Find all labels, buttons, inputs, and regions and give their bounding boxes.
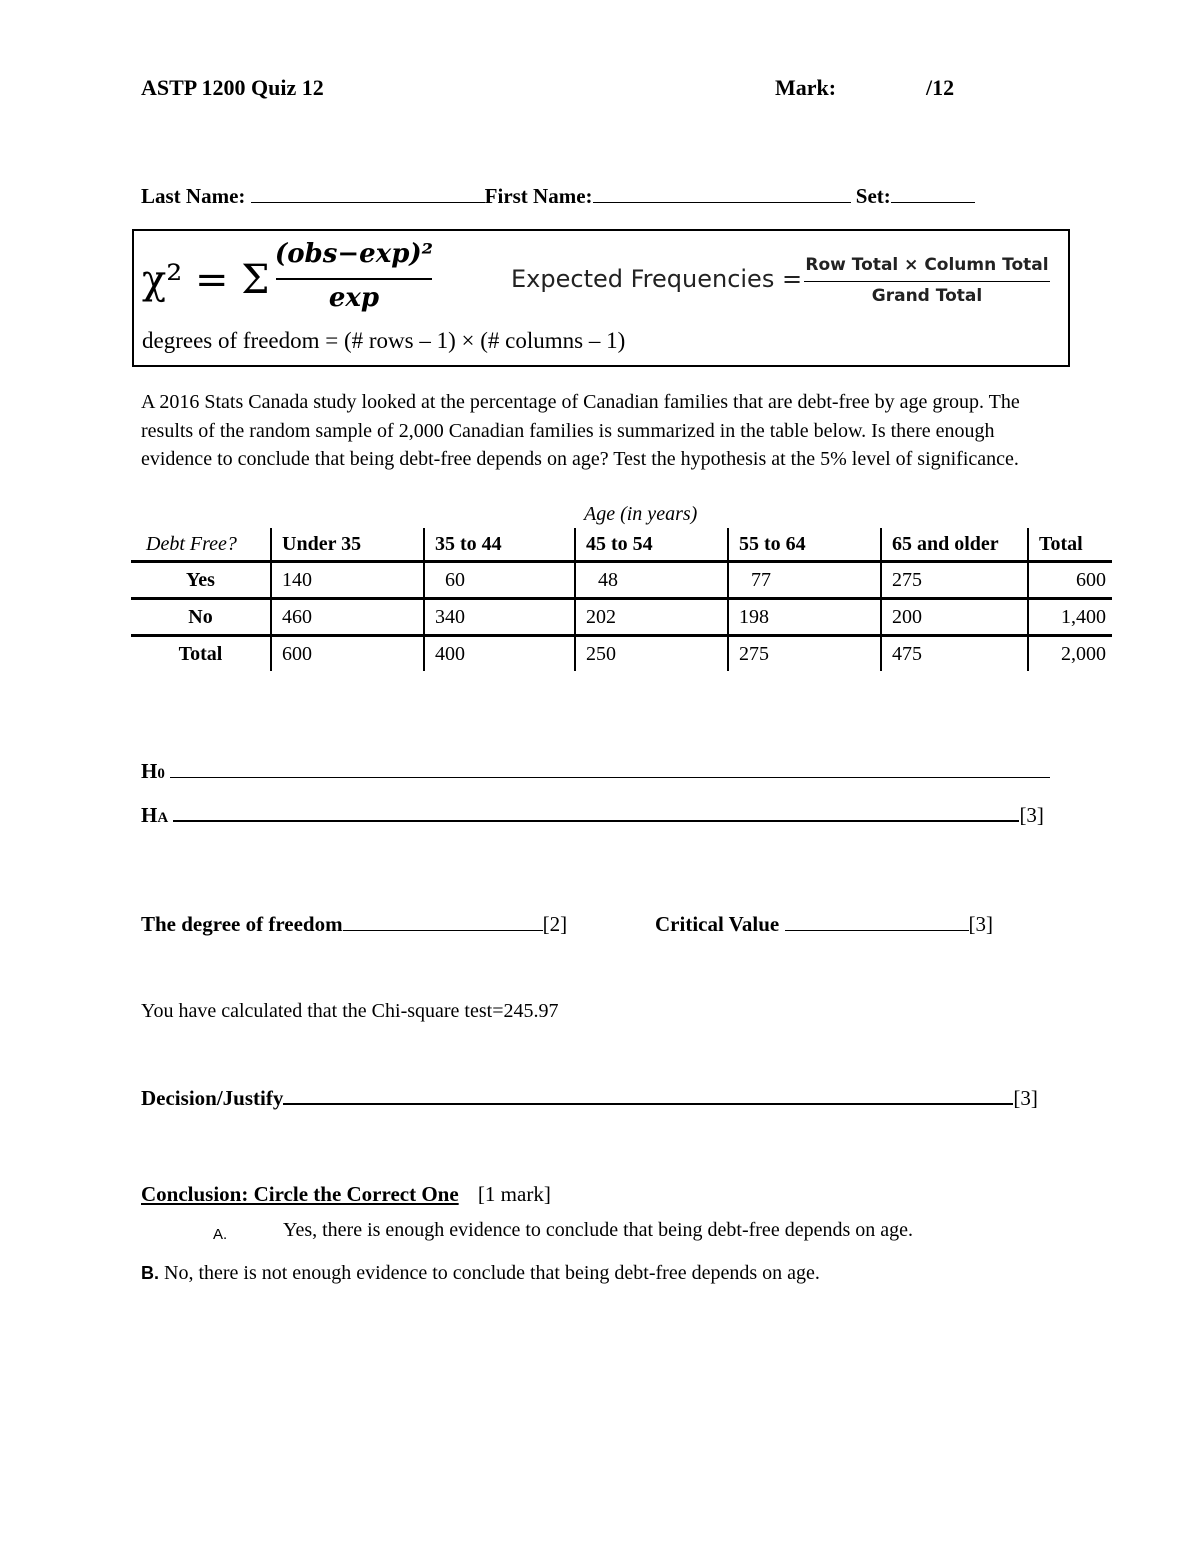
table-cell: 340 — [424, 599, 575, 636]
table-cell: 275 — [728, 636, 881, 672]
dof-label: The degree of freedom — [141, 912, 343, 936]
table-cell: 275 — [881, 562, 1028, 599]
mark-total: /12 — [926, 75, 955, 100]
conclusion-marks: [1 mark] — [477, 1182, 551, 1206]
option-a-text: Yes, there is enough evidence to conclude that being debt-free depends on age. — [283, 1219, 913, 1241]
column-header: Total — [1028, 528, 1112, 562]
table-cell: 202 — [575, 599, 728, 636]
quiz-title: ASTP 1200 Quiz 12 — [141, 75, 324, 100]
table-cell: 600 — [1028, 562, 1112, 599]
table-cell: 2,000 — [1028, 636, 1112, 672]
ha-label: H — [141, 803, 158, 827]
table-cell: 400 — [424, 636, 575, 672]
table-cell: 140 — [271, 562, 424, 599]
decision-line — [141, 1086, 1038, 1111]
column-header: 35 to 44 — [424, 528, 575, 562]
first-name-label: First Name: — [484, 184, 593, 208]
table-cell: 198 — [728, 599, 881, 636]
last-name-field[interactable] — [251, 202, 485, 203]
name-line — [141, 184, 975, 209]
table-cell: 48 — [575, 562, 728, 599]
mark-label: Mark: — [775, 75, 837, 100]
h0-line — [141, 759, 1050, 784]
dof-formula: degrees of freedom = (# rows – 1) × (# columns – 1) — [142, 328, 626, 353]
critical-answer-field[interactable] — [785, 930, 969, 931]
formula-box — [132, 229, 1070, 367]
conclusion-heading: Conclusion: Circle the Correct One — [141, 1182, 459, 1206]
expected-denominator: Grand Total — [871, 286, 983, 306]
table-cell: 475 — [881, 636, 1028, 672]
critical-marks: [3] — [968, 912, 993, 936]
critical-line — [655, 912, 993, 937]
h0-subscript: 0 — [157, 766, 165, 782]
first-name-field[interactable] — [593, 202, 851, 203]
chi-square-lhs: χ² = Σ — [142, 257, 270, 303]
table-cell: 200 — [881, 599, 1028, 636]
decision-answer-field[interactable] — [283, 1103, 1013, 1105]
row-label: No — [131, 599, 271, 636]
set-label: Set: — [855, 184, 891, 208]
ha-answer-field[interactable] — [173, 820, 1019, 822]
table-cell: 77 — [728, 562, 881, 599]
ha-marks: [3] — [1019, 803, 1044, 827]
ha-subscript: A — [157, 810, 169, 826]
expected-numerator: Row Total × Column Total — [805, 255, 1049, 275]
chi-fraction-bar — [276, 278, 432, 280]
dof-answer-field[interactable] — [343, 930, 543, 931]
table-cell: 600 — [271, 636, 424, 672]
option-a[interactable] — [213, 1219, 913, 1245]
conclusion-header — [141, 1182, 551, 1207]
expected-fraction-bar — [804, 281, 1050, 282]
column-header: Under 35 — [271, 528, 424, 562]
chi-result: You have calculated that the Chi-square test=245.97 — [141, 1000, 559, 1022]
dof-line — [141, 912, 567, 937]
set-field[interactable] — [891, 202, 975, 203]
contingency-table — [131, 528, 1112, 671]
table-header-row — [131, 528, 1112, 562]
table-caption: Age (in years) — [584, 503, 698, 525]
table-cell: 250 — [575, 636, 728, 672]
table-row — [131, 599, 1112, 636]
option-a-letter: A. — [213, 1226, 228, 1243]
ha-line — [141, 803, 1044, 828]
chi-numerator: (obs−exp)² — [274, 239, 434, 269]
decision-marks: [3] — [1013, 1086, 1038, 1110]
option-b-letter: B. — [141, 1263, 159, 1283]
column-header: 65 and older — [881, 528, 1028, 562]
h0-label: H — [141, 759, 158, 783]
option-b[interactable] — [141, 1262, 820, 1285]
question-text: A 2016 Stats Canada study looked at the percentage of Canadian families that are debt-free by age group. The results of the random sample of 2,000 Canadian families is summarized in the table below. Is there enough evidence to conclude that being debt-free depends on age? Test the hypothesis at the 5% level of significance. — [141, 391, 1020, 471]
row-label: Yes — [131, 562, 271, 599]
option-b-text: No, there is not enough evidence to conclude that being debt-free depends on age. — [164, 1262, 820, 1284]
table-cell: 460 — [271, 599, 424, 636]
column-header: 45 to 54 — [575, 528, 728, 562]
table-cell: 60 — [424, 562, 575, 599]
critical-label: Critical Value — [655, 912, 780, 936]
h0-answer-field[interactable] — [170, 777, 1050, 778]
table-cell: 1,400 — [1028, 599, 1112, 636]
decision-label: Decision/Justify — [141, 1086, 284, 1110]
last-name-label: Last Name: — [141, 184, 246, 208]
table-row — [131, 636, 1112, 672]
expected-label: Expected Frequencies = — [511, 265, 803, 293]
table-row — [131, 562, 1112, 599]
chi-denominator: exp — [328, 283, 380, 313]
row-label: Total — [131, 636, 271, 672]
column-header: 55 to 64 — [728, 528, 881, 562]
table-corner: Debt Free? — [146, 532, 237, 555]
dof-marks: [2] — [542, 912, 568, 936]
